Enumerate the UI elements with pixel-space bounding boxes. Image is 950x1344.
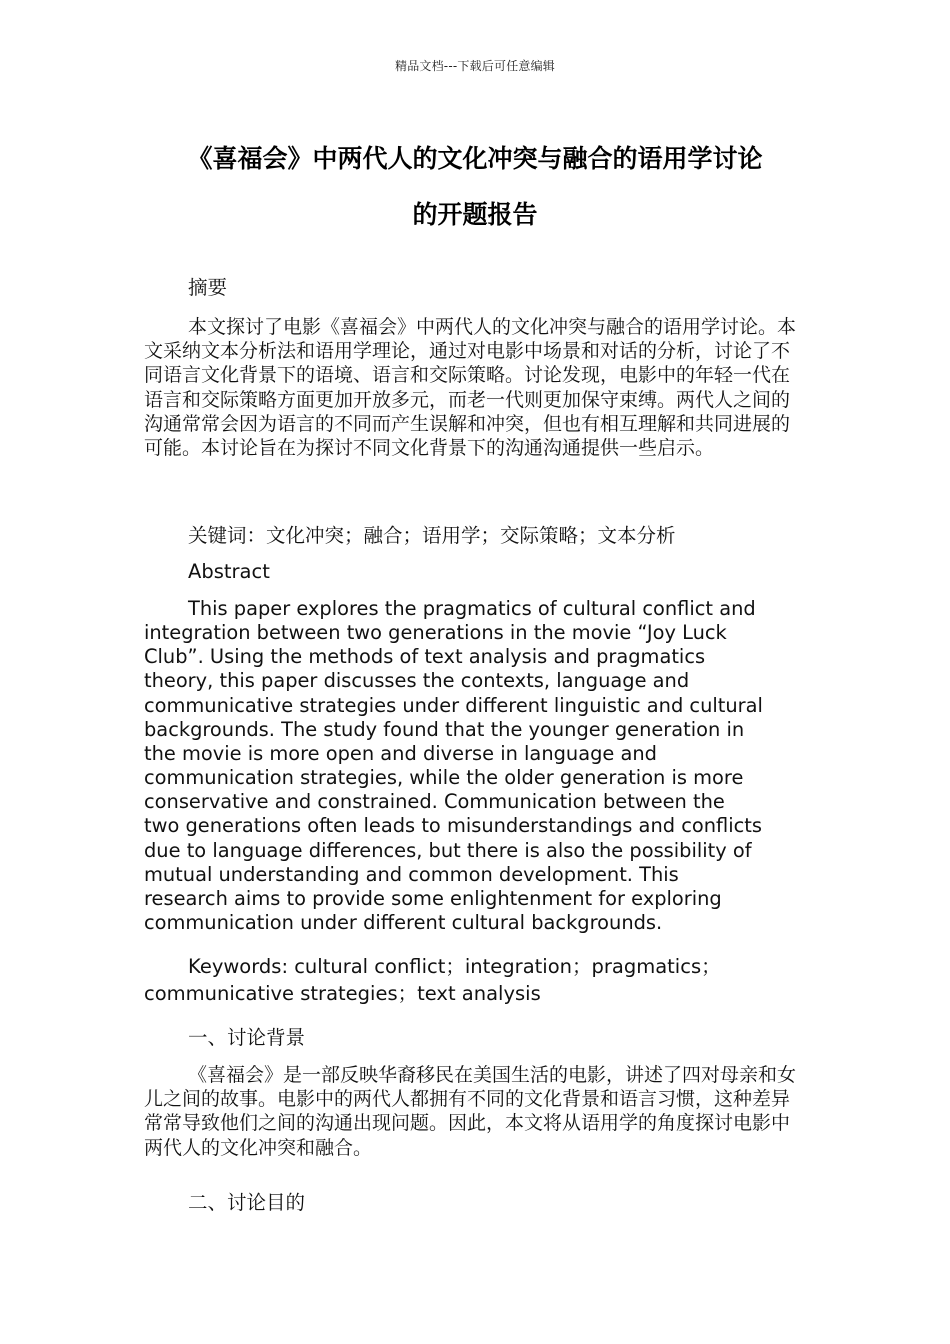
document-title [120,131,830,243]
abstract-en-line: conservative and constrained. Communication between the [144,790,725,814]
abstract-en-line: due to language differences, but there is also the possibility of [144,838,752,862]
section-2-heading: 二、讨论目的 [188,1191,306,1214]
abstract-cn-body: 本文探讨了电影《喜福会》中两代人的文化冲突与融合的语用学讨论。本文采纳文本分析法和语用学理论，通过对电影中场景和对话的分析，讨论了不同语言文化背景下的语境、语言和交际策略。讨论发现，电影中的年轻一代在语言和交际策略方面更加开放多元，而老一代则更加保守束缚。两代人之间的沟通常常会因为语言的不同而产生误解和冲突，但也有相互理解和共同进展的可能。本讨论旨在为探讨不同文化背景下的沟通沟通提供一些启示。 [144,316,797,460]
abstract-en-line: communicative strategies under different linguistic and cultural [144,693,763,717]
abstract-en-line: theory, this paper discusses the contexts, language and [144,669,690,693]
abstract-en-line: communication strategies, while the older generation is more [144,766,744,790]
abstract-en-line: the movie is more open and diverse in language and [144,741,657,765]
title-line-2: 的开题报告 [412,200,538,229]
abstract-en-line: integration between two generations in the movie “Joy Luck [144,621,727,645]
abstract-en-line: backgrounds. The study found that the younger generation in [144,717,745,741]
abstract-en-heading: Abstract [188,560,270,583]
abstract-en-line: Club”. Using the methods of text analysis and pragmatics [144,645,706,669]
abstract-cn-heading: 摘要 [188,276,228,299]
keywords-en: Keywords: cultural conflict；integration；pragmatics；communicative strategies；text analysis [144,955,721,1005]
abstract-en-line: This paper explores the pragmatics of cultural conflict and [188,597,756,620]
abstract-en-line: research aims to provide some enlightenment for exploring [144,886,722,910]
section-1-heading: 一、讨论背景 [188,1026,306,1049]
abstract-en-line: two generations often leads to misunderstandings and conflicts [144,814,762,838]
title-line-1: 《喜福会》中两代人的文化冲突与融合的语用学讨论 [187,144,763,173]
abstract-en-body [144,597,814,935]
abstract-en-line: communication under different cultural backgrounds. [144,911,663,935]
section-1-body: 《喜福会》是一部反映华裔移民在美国生活的电影，讲述了四对母亲和女儿之间的故事。电影中的两代人都拥有不同的文化背景和语言习惯，这种差异常常导致他们之间的沟通出现问题。因此，本文将从语用学的角度探讨电影中两代人的文化冲突和融合。 [144,1064,797,1159]
keywords-cn: 关键词：文化冲突；融合；语用学；交际策略；文本分析 [188,524,676,547]
abstract-en-line: mutual understanding and common development. This [144,862,679,886]
header-note: 精品文档---下载后可任意编辑 [395,59,555,73]
